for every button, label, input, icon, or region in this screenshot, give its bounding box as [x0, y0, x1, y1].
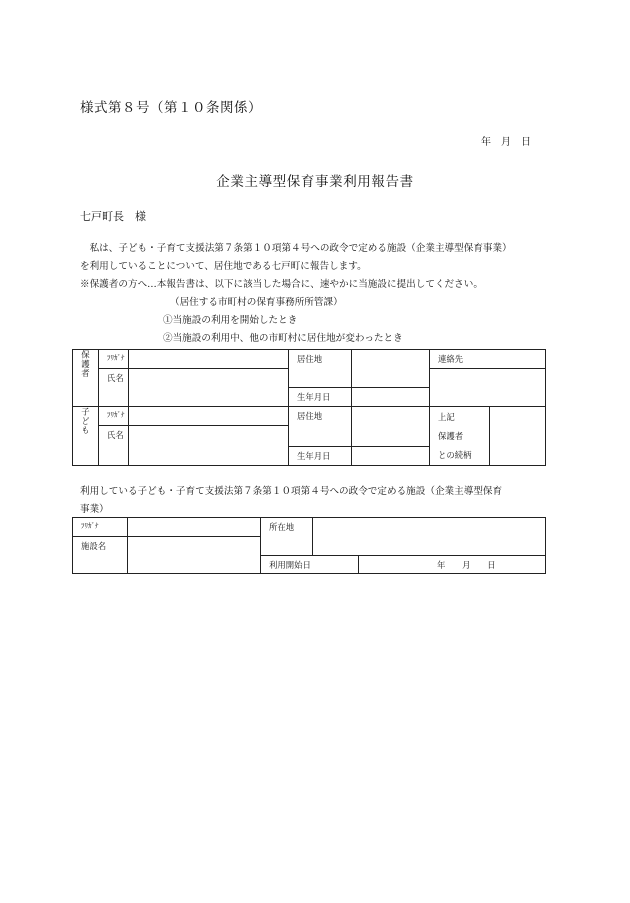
child-residence-field[interactable]	[352, 407, 430, 447]
guardian-residence-label: 居住地	[289, 350, 352, 388]
child-furigana-label: ﾌﾘｶﾞﾅ	[99, 407, 129, 426]
facility-name-label: 施設名	[73, 537, 128, 574]
facility-description-1: 利用している子ども・子育て支援法第７条第１０項第４号への政令で定める施設（企業主導型保育	[80, 486, 503, 497]
guardian-furigana-label: ﾌﾘｶﾞﾅ	[99, 350, 129, 369]
relation-label: 上記 保護者 との続柄	[430, 407, 490, 466]
facility-location-label: 所在地	[261, 518, 313, 556]
applicant-table	[72, 349, 546, 466]
facility-description-2: 事業）	[80, 504, 109, 515]
body-line-2: を利用していることについて、居住地である七戸町に報告します。	[80, 261, 367, 272]
condition-1: ①当施設の利用を開始したとき	[163, 315, 298, 326]
facility-table	[72, 517, 546, 574]
facility-furigana-field[interactable]	[128, 518, 261, 537]
child-name-label: 氏名	[99, 426, 129, 466]
form-number: 様式第８号（第１０条関係）	[80, 100, 262, 116]
facility-furigana-label: ﾌﾘｶﾞﾅ	[73, 518, 128, 537]
facility-location-field[interactable]	[313, 518, 546, 556]
guardian-birthdate-field[interactable]	[352, 388, 430, 407]
child-birthdate-field[interactable]	[352, 447, 430, 466]
child-residence-label: 居住地	[289, 407, 352, 447]
guardian-contact-field[interactable]	[430, 369, 546, 407]
start-date-field[interactable]: 年 月 日	[359, 556, 546, 574]
start-date-label: 利用開始日	[261, 556, 359, 574]
guardian-residence-field[interactable]	[352, 350, 430, 388]
guardian-name-label: 氏名	[99, 369, 129, 407]
document-title: 企業主導型保育事業利用報告書	[216, 174, 414, 190]
child-furigana-field[interactable]	[129, 407, 289, 426]
notice-line: ※保護者の方へ…本報告書は、以下に該当した場合に、速やかに当施設に提出してください。	[80, 279, 483, 290]
report-date: 年 月 日	[481, 137, 531, 148]
relation-field[interactable]	[490, 407, 546, 466]
guardian-contact-label: 連絡先	[430, 350, 546, 369]
notice-submit-to: （居住する市町村の保育事務所所管課）	[170, 297, 343, 308]
child-name-field[interactable]	[129, 426, 289, 466]
child-section-label: 子ども	[73, 407, 99, 466]
addressee: 七戸町長 様	[80, 210, 146, 223]
facility-name-field[interactable]	[128, 537, 261, 574]
guardian-name-field[interactable]	[129, 369, 289, 407]
guardian-birthdate-label: 生年月日	[289, 388, 352, 407]
guardian-section-label: 保護者	[73, 350, 99, 407]
guardian-furigana-field[interactable]	[129, 350, 289, 369]
condition-2: ②当施設の利用中、他の市町村に居住地が変わったとき	[163, 333, 403, 344]
body-line-1: 私は、子ども・子育て支援法第７条第１０項第４号への政令で定める施設（企業主導型保育事業）	[80, 243, 512, 254]
child-birthdate-label: 生年月日	[289, 447, 352, 466]
